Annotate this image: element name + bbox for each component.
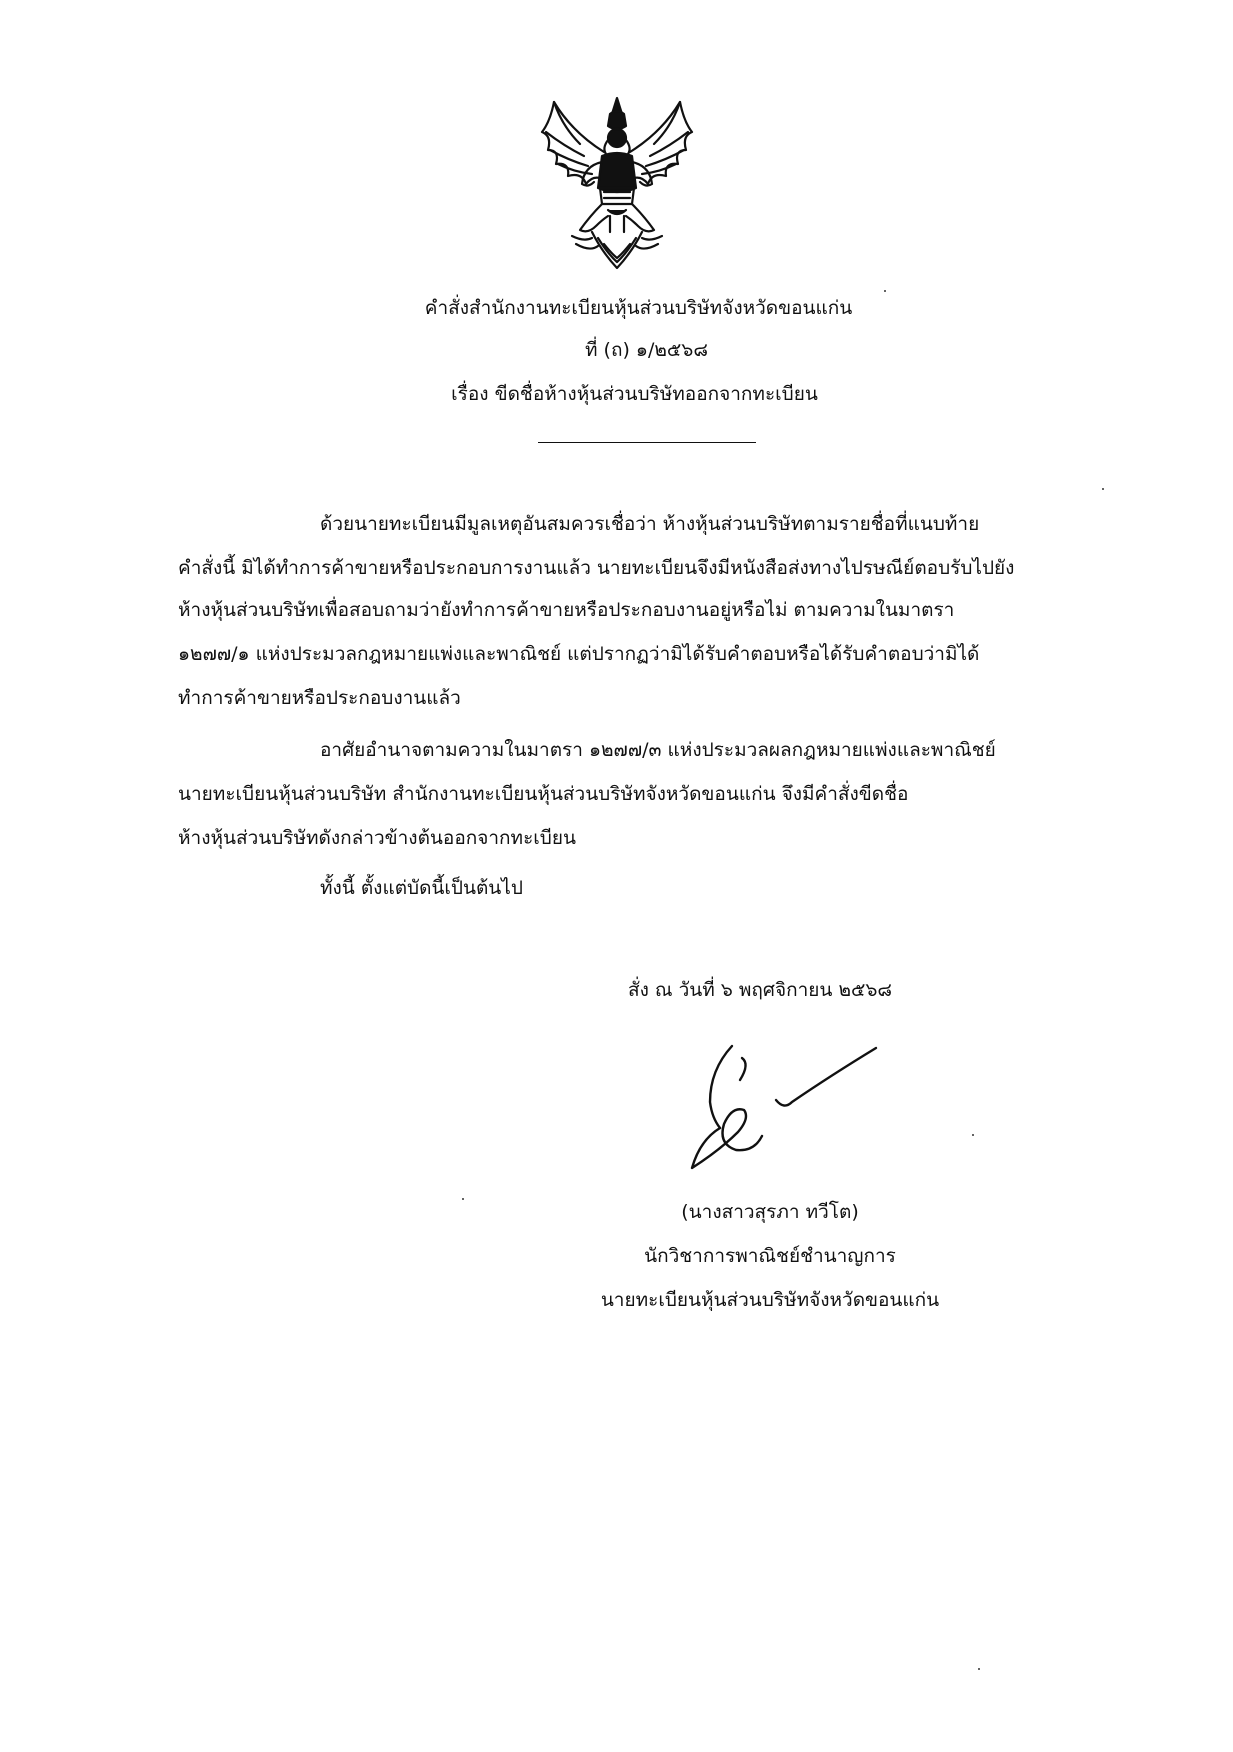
order-title: คำสั่งสำนักงานทะเบียนหุ้นส่วนบริษัทจังหวัดขอนแก่น bbox=[424, 297, 853, 319]
scan-speck bbox=[884, 290, 886, 292]
paragraph-2-line-2: นายทะเบียนหุ้นส่วนบริษัท สำนักงานทะเบียนหุ้นส่วนบริษัทจังหวัดขอนแก่น จึงมีคำสั่งขีดชื่อ bbox=[178, 783, 909, 805]
paragraph-2-line-1: อาศัยอำนาจตามความในมาตรา ๑๒๗๗/๓ แห่งประมวลผลกฎหมายแพ่งและพาณิชย์ bbox=[320, 739, 996, 761]
order-date: สั่ง ณ วันที่ ๖ พฤศจิกายน ๒๕๖๘ bbox=[628, 979, 893, 1001]
signer-role: นายทะเบียนหุ้นส่วนบริษัทจังหวัดขอนแก่น bbox=[600, 1289, 940, 1311]
scan-speck bbox=[1102, 488, 1104, 490]
paragraph-2-line-3: ห้างหุ้นส่วนบริษัทดังกล่าวข้างต้นออกจากทะเบียน bbox=[178, 827, 576, 849]
scan-speck bbox=[462, 1198, 464, 1200]
paragraph-3: ทั้งนี้ ตั้งแต่บัดนี้เป็นต้นไป bbox=[320, 877, 523, 899]
paragraph-1-line-2: คำสั่งนี้ มิได้ทำการค้าขายหรือประกอบการงานแล้ว นายทะเบียนจึงมีหนังสือส่งทางไปรษณีย์ตอบรับไปยัง bbox=[178, 557, 1015, 579]
paragraph-1-line-4: ๑๒๗๗/๑ แห่งประมวลกฎหมายแพ่งและพาณิชย์ แต่ปรากฏว่ามิได้รับคำตอบหรือได้รับคำตอบว่ามิได้ bbox=[178, 643, 980, 665]
scan-speck bbox=[972, 1134, 974, 1136]
header-divider bbox=[538, 442, 756, 443]
paragraph-1-line-5: ทำการค้าขายหรือประกอบงานแล้ว bbox=[178, 687, 461, 709]
garuda-emblem-icon bbox=[532, 92, 702, 277]
scan-speck bbox=[978, 1668, 980, 1670]
paragraph-1-line-3: ห้างหุ้นส่วนบริษัทเพื่อสอบถามว่ายังทำการค้าขายหรือประกอบงานอยู่หรือไม่ ตามความในมาตรา bbox=[178, 599, 955, 621]
signer-name: (นางสาวสุรภา ทวีโต) bbox=[681, 1201, 859, 1223]
paragraph-1-line-1: ด้วยนายทะเบียนมีมูลเหตุอันสมควรเชื่อว่า ห้างหุ้นส่วนบริษัทตามรายชื่อที่แนบท้าย bbox=[320, 513, 980, 535]
signer-position: นักวิชาการพาณิชย์ชำนาญการ bbox=[644, 1245, 896, 1267]
order-number: ที่ (ถ) ๑/๒๕๖๘ bbox=[584, 339, 709, 361]
order-subject: เรื่อง ขีดชื่อห้างหุ้นส่วนบริษัทออกจากทะเบียน bbox=[451, 383, 818, 405]
handwritten-signature-icon bbox=[680, 1040, 890, 1180]
